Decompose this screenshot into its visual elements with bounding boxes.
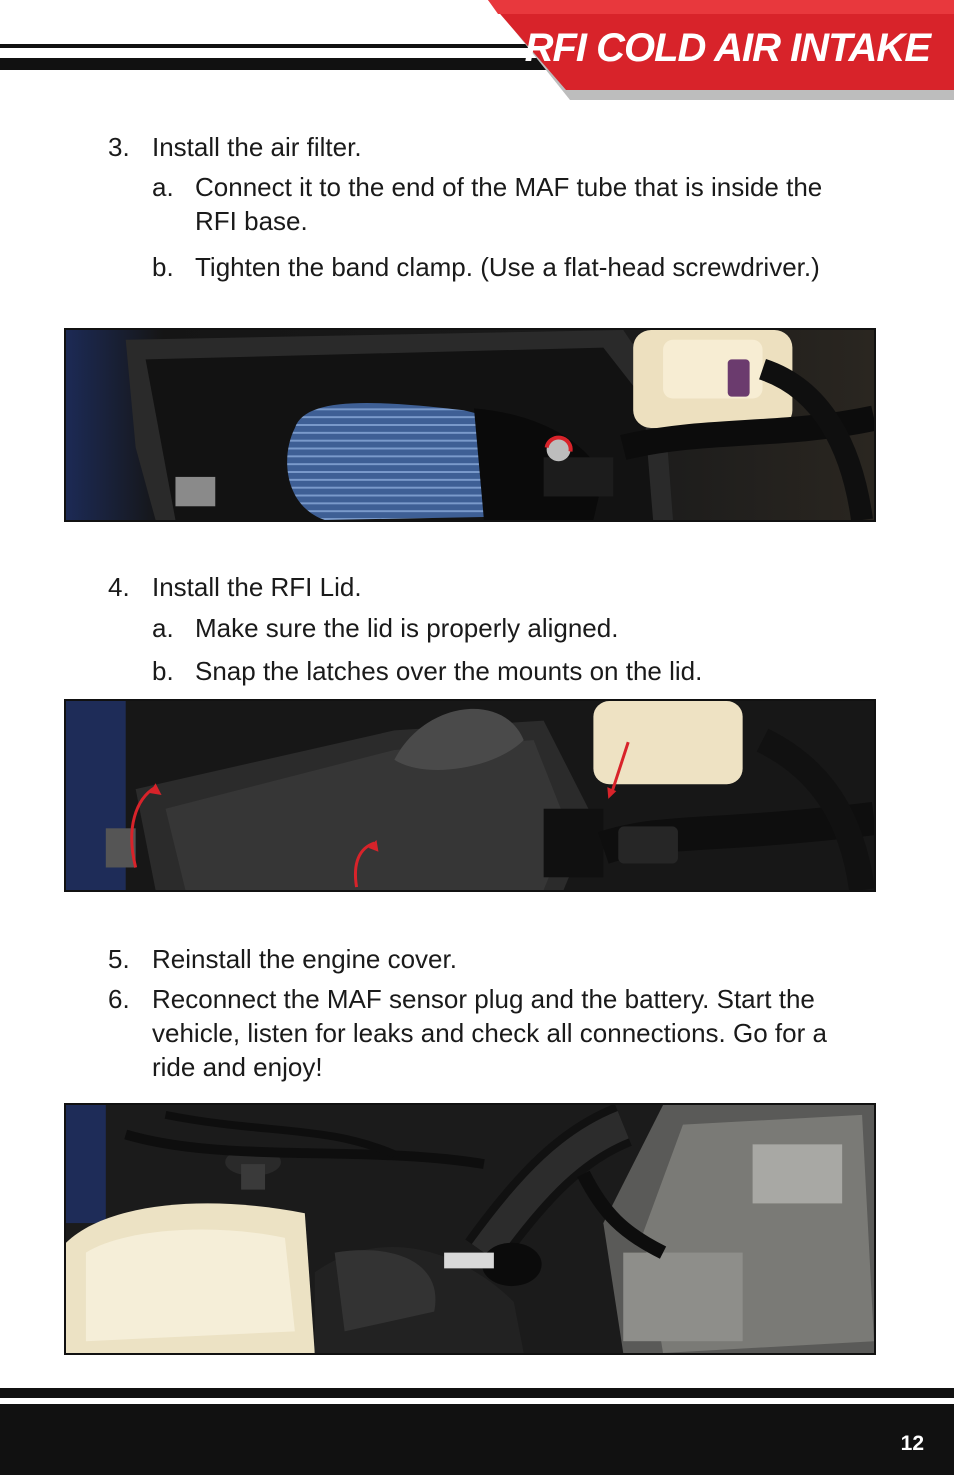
rfi-lid-illustration xyxy=(66,701,874,890)
step-text: Install the RFI Lid. xyxy=(152,572,362,602)
footer-bar xyxy=(0,1404,954,1475)
step-number: 4. xyxy=(108,572,130,602)
step-text: Reconnect the MAF sensor plug and the battery. Start the vehicle, listen for leaks and check all connections. Go for a ride and enjoy! xyxy=(152,984,827,1082)
substep-letter: b. xyxy=(152,656,174,686)
substep-text: Snap the latches over the mounts on the lid. xyxy=(195,656,703,686)
substep-text: Make sure the lid is properly aligned. xyxy=(195,613,619,643)
step-number: 6. xyxy=(108,984,130,1014)
photo-rfi-lid xyxy=(64,699,876,892)
header-banner xyxy=(470,0,954,100)
substep-letter: a. xyxy=(152,172,174,202)
step-text: Install the air filter. xyxy=(152,132,362,162)
substep-text: Tighten the band clamp. (Use a flat-head screwdriver.) xyxy=(195,252,820,282)
footer-rule xyxy=(0,1388,954,1398)
substep-letter: a. xyxy=(152,613,174,643)
engine-bay-illustration xyxy=(66,1105,874,1353)
photo-engine-bay xyxy=(64,1103,876,1355)
page-number: 12 xyxy=(900,1432,924,1455)
header-title: RFI COLD AIR INTAKE xyxy=(524,26,930,70)
photo-air-filter xyxy=(64,328,876,522)
substep-text: Connect it to the end of the MAF tube that is inside the RFI base. xyxy=(195,172,823,236)
step-text: Reinstall the engine cover. xyxy=(152,944,457,974)
substep-letter: b. xyxy=(152,252,174,282)
step-number: 5. xyxy=(108,944,130,974)
air-filter-illustration xyxy=(66,330,874,520)
step-number: 3. xyxy=(108,132,130,162)
